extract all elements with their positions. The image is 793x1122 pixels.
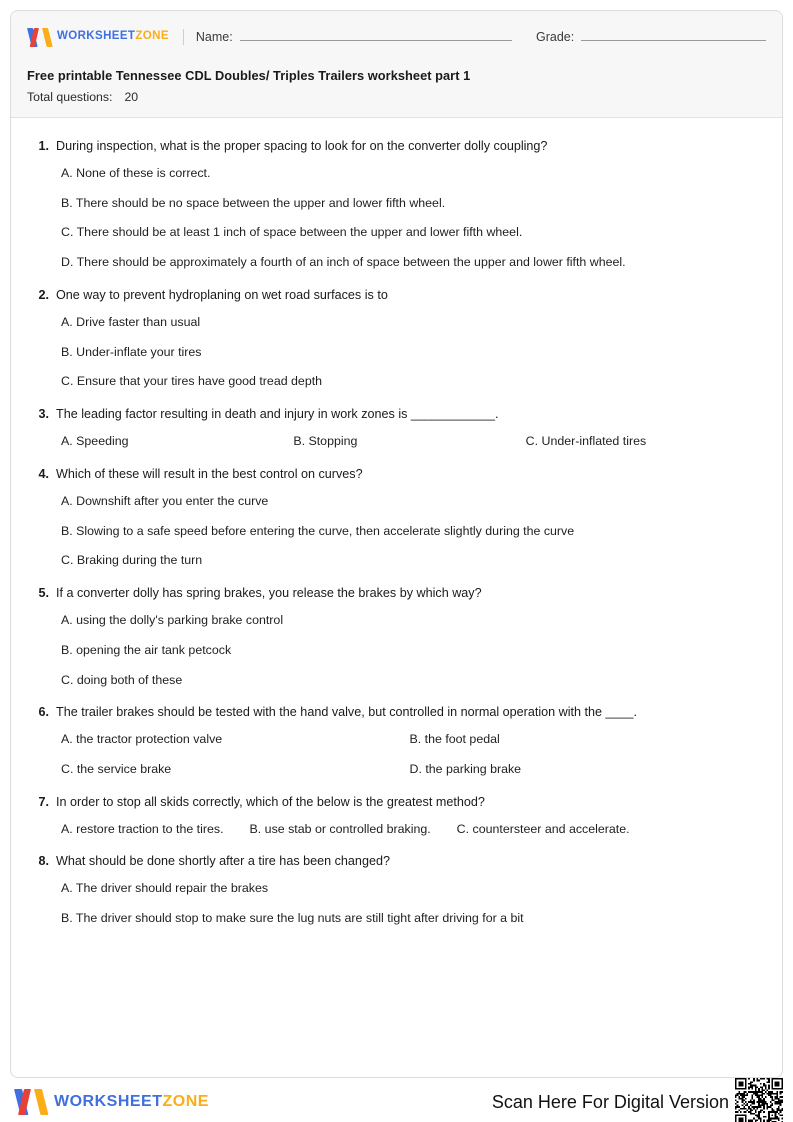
question-text: During inspection, what is the proper spacing to look for on the converter dolly coupling? — [56, 139, 548, 153]
question-block — [29, 287, 758, 390]
question-block — [29, 585, 758, 688]
question-block — [29, 853, 758, 926]
answer-option[interactable]: C. doing both of these — [61, 672, 183, 687]
brand-wordmark — [57, 31, 169, 43]
answer-option[interactable]: B. opening the air tank petcock — [61, 642, 232, 657]
question-line — [29, 138, 758, 155]
question-text: What should be done shortly after a tire has been changed? — [56, 854, 390, 869]
answer-option[interactable]: A. None of these is correct. — [61, 166, 211, 180]
answer-option[interactable]: C. countersteer and accelerate. — [456, 821, 630, 836]
name-field-label: Name: — [195, 30, 233, 44]
scan-section — [492, 1078, 783, 1122]
answer-option[interactable]: B. the foot pedal — [409, 732, 500, 747]
scan-label: Scan Here For Digital Version — [491, 1091, 729, 1112]
worksheet-header — [11, 11, 782, 118]
page-footer — [0, 1082, 793, 1122]
total-questions — [27, 90, 766, 104]
worksheet-zone-w-logo-icon — [27, 28, 51, 47]
question-line — [29, 287, 758, 304]
question-number: 1. — [38, 139, 49, 153]
grade-field[interactable] — [536, 30, 766, 44]
question-block — [29, 794, 758, 838]
worksheet-zone-w-logo-icon — [14, 1089, 46, 1115]
questions-list — [11, 118, 782, 953]
question-text: The trailer brakes should be tested with the hand valve, but controlled in normal operation with the ____. — [56, 705, 638, 720]
grade-field-rule[interactable] — [581, 30, 766, 41]
question-block — [29, 406, 758, 450]
question-text: Which of these will result in the best control on curves? — [56, 466, 363, 481]
question-text: In order to stop all skids correctly, which of the below is the greatest method? — [56, 794, 485, 809]
header-divider — [183, 29, 184, 45]
footer-brand-wordmark-part2: ZONE — [162, 1093, 209, 1110]
footer-brand-logo — [14, 1089, 209, 1115]
header-top-row — [27, 25, 766, 49]
question-line — [29, 585, 758, 602]
question-number: 3. — [38, 407, 49, 422]
worksheet-title: Free printable Tennessee CDL Doubles/ Triples Trailers worksheet part 1 — [27, 68, 471, 83]
question-line — [29, 466, 758, 483]
question-number: 4. — [38, 466, 49, 481]
answer-option[interactable]: A. restore traction to the tires. — [61, 821, 224, 836]
answer-option[interactable]: C. Under-inflated tires — [525, 434, 647, 449]
question-line — [29, 853, 758, 870]
answer-option[interactable]: C. Ensure that your tires have good tread depth — [61, 374, 323, 389]
answer-option[interactable]: A. the tractor protection valve — [61, 732, 223, 747]
question-number: 2. — [38, 287, 49, 302]
answer-option[interactable]: C. There should be at least 1 inch of space between the upper and lower fifth wheel. — [61, 225, 523, 240]
answer-option[interactable]: B. Under-inflate your tires — [61, 344, 202, 359]
answer-option[interactable]: D. the parking brake — [409, 762, 522, 777]
name-field-rule[interactable] — [240, 30, 512, 41]
question-line — [29, 704, 758, 721]
brand-wordmark-part1: WORKSHEET — [57, 30, 136, 43]
question-line — [29, 794, 758, 811]
worksheet-card — [10, 10, 783, 1078]
option-list — [29, 433, 758, 450]
total-questions-count: 20 — [124, 90, 139, 104]
answer-option[interactable]: B. use stab or controlled braking. — [249, 821, 431, 836]
option-list — [29, 493, 758, 569]
question-block — [29, 466, 758, 569]
total-questions-label: Total questions: — [27, 90, 113, 104]
question-block — [29, 138, 758, 271]
answer-option[interactable]: D. There should be approximately a fourth of an inch of space between the upper and lower fifth wheel. — [61, 255, 626, 270]
footer-brand-wordmark-part1: WORKSHEET — [54, 1093, 163, 1110]
answer-option[interactable]: B. Slowing to a safe speed before entering the curve, then accelerate slightly during the curve — [61, 523, 575, 538]
qr-code-icon[interactable] — [735, 1078, 783, 1122]
answer-option[interactable]: C. the service brake — [61, 762, 172, 777]
question-number: 7. — [38, 794, 49, 809]
question-text: The leading factor resulting in death and injury in work zones is ____________. — [56, 407, 499, 422]
option-list — [29, 821, 758, 838]
answer-option[interactable]: B. The driver should stop to make sure the lug nuts are still tight after driving for a bit — [61, 911, 524, 926]
name-field[interactable] — [196, 30, 512, 44]
answer-option[interactable]: B. There should be no space between the upper and lower fifth wheel. — [61, 195, 446, 210]
question-block — [29, 704, 758, 777]
answer-option[interactable]: A. using the dolly's parking brake control — [61, 613, 284, 628]
question-number: 6. — [38, 705, 49, 720]
brand-wordmark-part2: ZONE — [135, 30, 169, 43]
question-line — [29, 406, 758, 423]
answer-option[interactable]: B. Stopping — [293, 434, 358, 449]
answer-option[interactable]: A. Drive faster than usual — [61, 314, 201, 329]
answer-option[interactable]: A. Speeding — [61, 434, 129, 449]
answer-option[interactable]: C. Braking during the turn — [61, 553, 203, 568]
option-list — [29, 880, 758, 926]
question-number: 5. — [38, 586, 49, 601]
answer-option[interactable]: A. Downshift after you enter the curve — [61, 493, 269, 508]
brand-logo — [27, 28, 169, 47]
option-list — [29, 612, 758, 688]
question-text: One way to prevent hydroplaning on wet road surfaces is to — [56, 287, 388, 302]
question-number: 8. — [38, 854, 49, 869]
answer-option[interactable]: A. The driver should repair the brakes — [61, 881, 269, 896]
question-text: If a converter dolly has spring brakes, you release the brakes by which way? — [56, 586, 482, 601]
option-list — [29, 165, 758, 271]
footer-brand-wordmark — [54, 1094, 209, 1110]
grade-field-label: Grade: — [536, 30, 575, 44]
option-list — [29, 731, 758, 777]
option-list — [29, 314, 758, 390]
